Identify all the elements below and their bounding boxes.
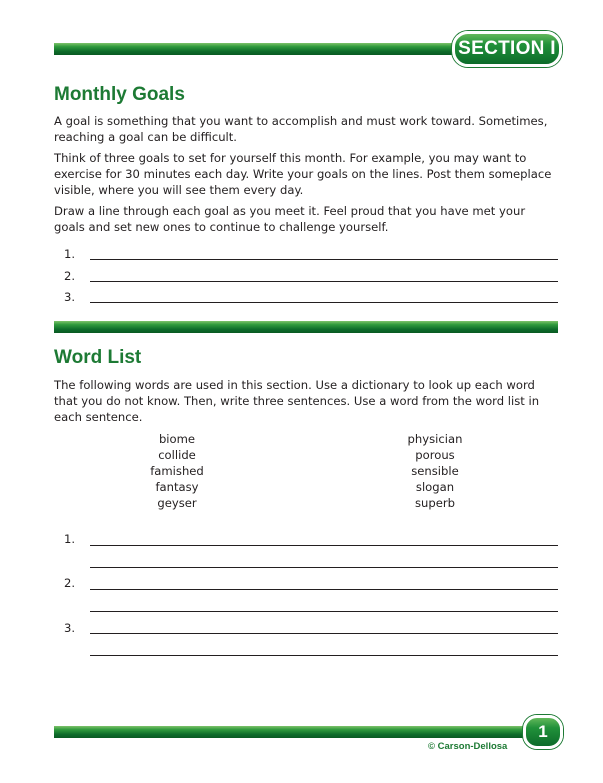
goal-line-2[interactable] bbox=[90, 281, 558, 282]
word-right-5: superb bbox=[414, 496, 455, 510]
section-badge: SECTION I bbox=[452, 31, 562, 67]
sentence-number-2: 2. bbox=[64, 576, 76, 590]
page-number-badge: 1 bbox=[523, 715, 563, 749]
word-left-2: collide bbox=[158, 448, 196, 462]
goal-line-3[interactable] bbox=[90, 302, 558, 303]
sentence-line-2b[interactable] bbox=[90, 611, 558, 612]
word-list-title: Word List bbox=[54, 347, 142, 368]
sentence-number-3: 3. bbox=[64, 621, 76, 635]
sentence-line-3a[interactable] bbox=[90, 633, 558, 634]
sentence-line-1a[interactable] bbox=[90, 545, 558, 546]
word-right-1: physician bbox=[407, 432, 463, 446]
sentence-line-3b[interactable] bbox=[90, 655, 558, 656]
sentence-line-2a[interactable] bbox=[90, 589, 558, 590]
goal-number-1: 1. bbox=[64, 247, 76, 261]
goals-paragraph-3: Draw a line through each goal as you meet it. Feel proud that you have met your goals and set new ones to continue to challenge yourself. bbox=[54, 204, 526, 234]
word-right-2: porous bbox=[415, 448, 455, 462]
word-left-1: biome bbox=[158, 432, 196, 446]
divider-bar bbox=[54, 321, 558, 333]
copyright-text: © Carson-Dellosa bbox=[428, 741, 508, 752]
goal-number-2: 2. bbox=[64, 269, 76, 283]
sentence-line-1b[interactable] bbox=[90, 567, 558, 568]
goals-paragraph-2: Think of three goals to set for yourself this month. For example, you may want to exercise for 30 minutes each day. Write your goals on the lines. Post them someplace visible, where you will see them every day. bbox=[54, 151, 552, 197]
word-list-intro: The following words are used in this section. Use a dictionary to look up each word that you do not know. Then, write three sentences. Use a word from the word list in each sentence. bbox=[54, 378, 540, 424]
header-bar bbox=[54, 43, 474, 55]
goal-number-3: 3. bbox=[64, 290, 76, 304]
monthly-goals-title: Monthly Goals bbox=[54, 84, 185, 105]
word-right-3: sensible bbox=[411, 464, 459, 478]
footer-bar bbox=[54, 726, 534, 738]
sentence-number-1: 1. bbox=[64, 532, 76, 546]
word-right-4: slogan bbox=[415, 480, 455, 494]
goals-paragraph-1: A goal is something that you want to accomplish and must work toward. Sometimes, reaching a goal can be difficult. bbox=[54, 114, 548, 144]
word-left-3: famished bbox=[150, 464, 204, 478]
word-left-4: fantasy bbox=[155, 480, 199, 494]
word-left-5: geyser bbox=[157, 496, 197, 510]
goal-line-1[interactable] bbox=[90, 259, 558, 260]
